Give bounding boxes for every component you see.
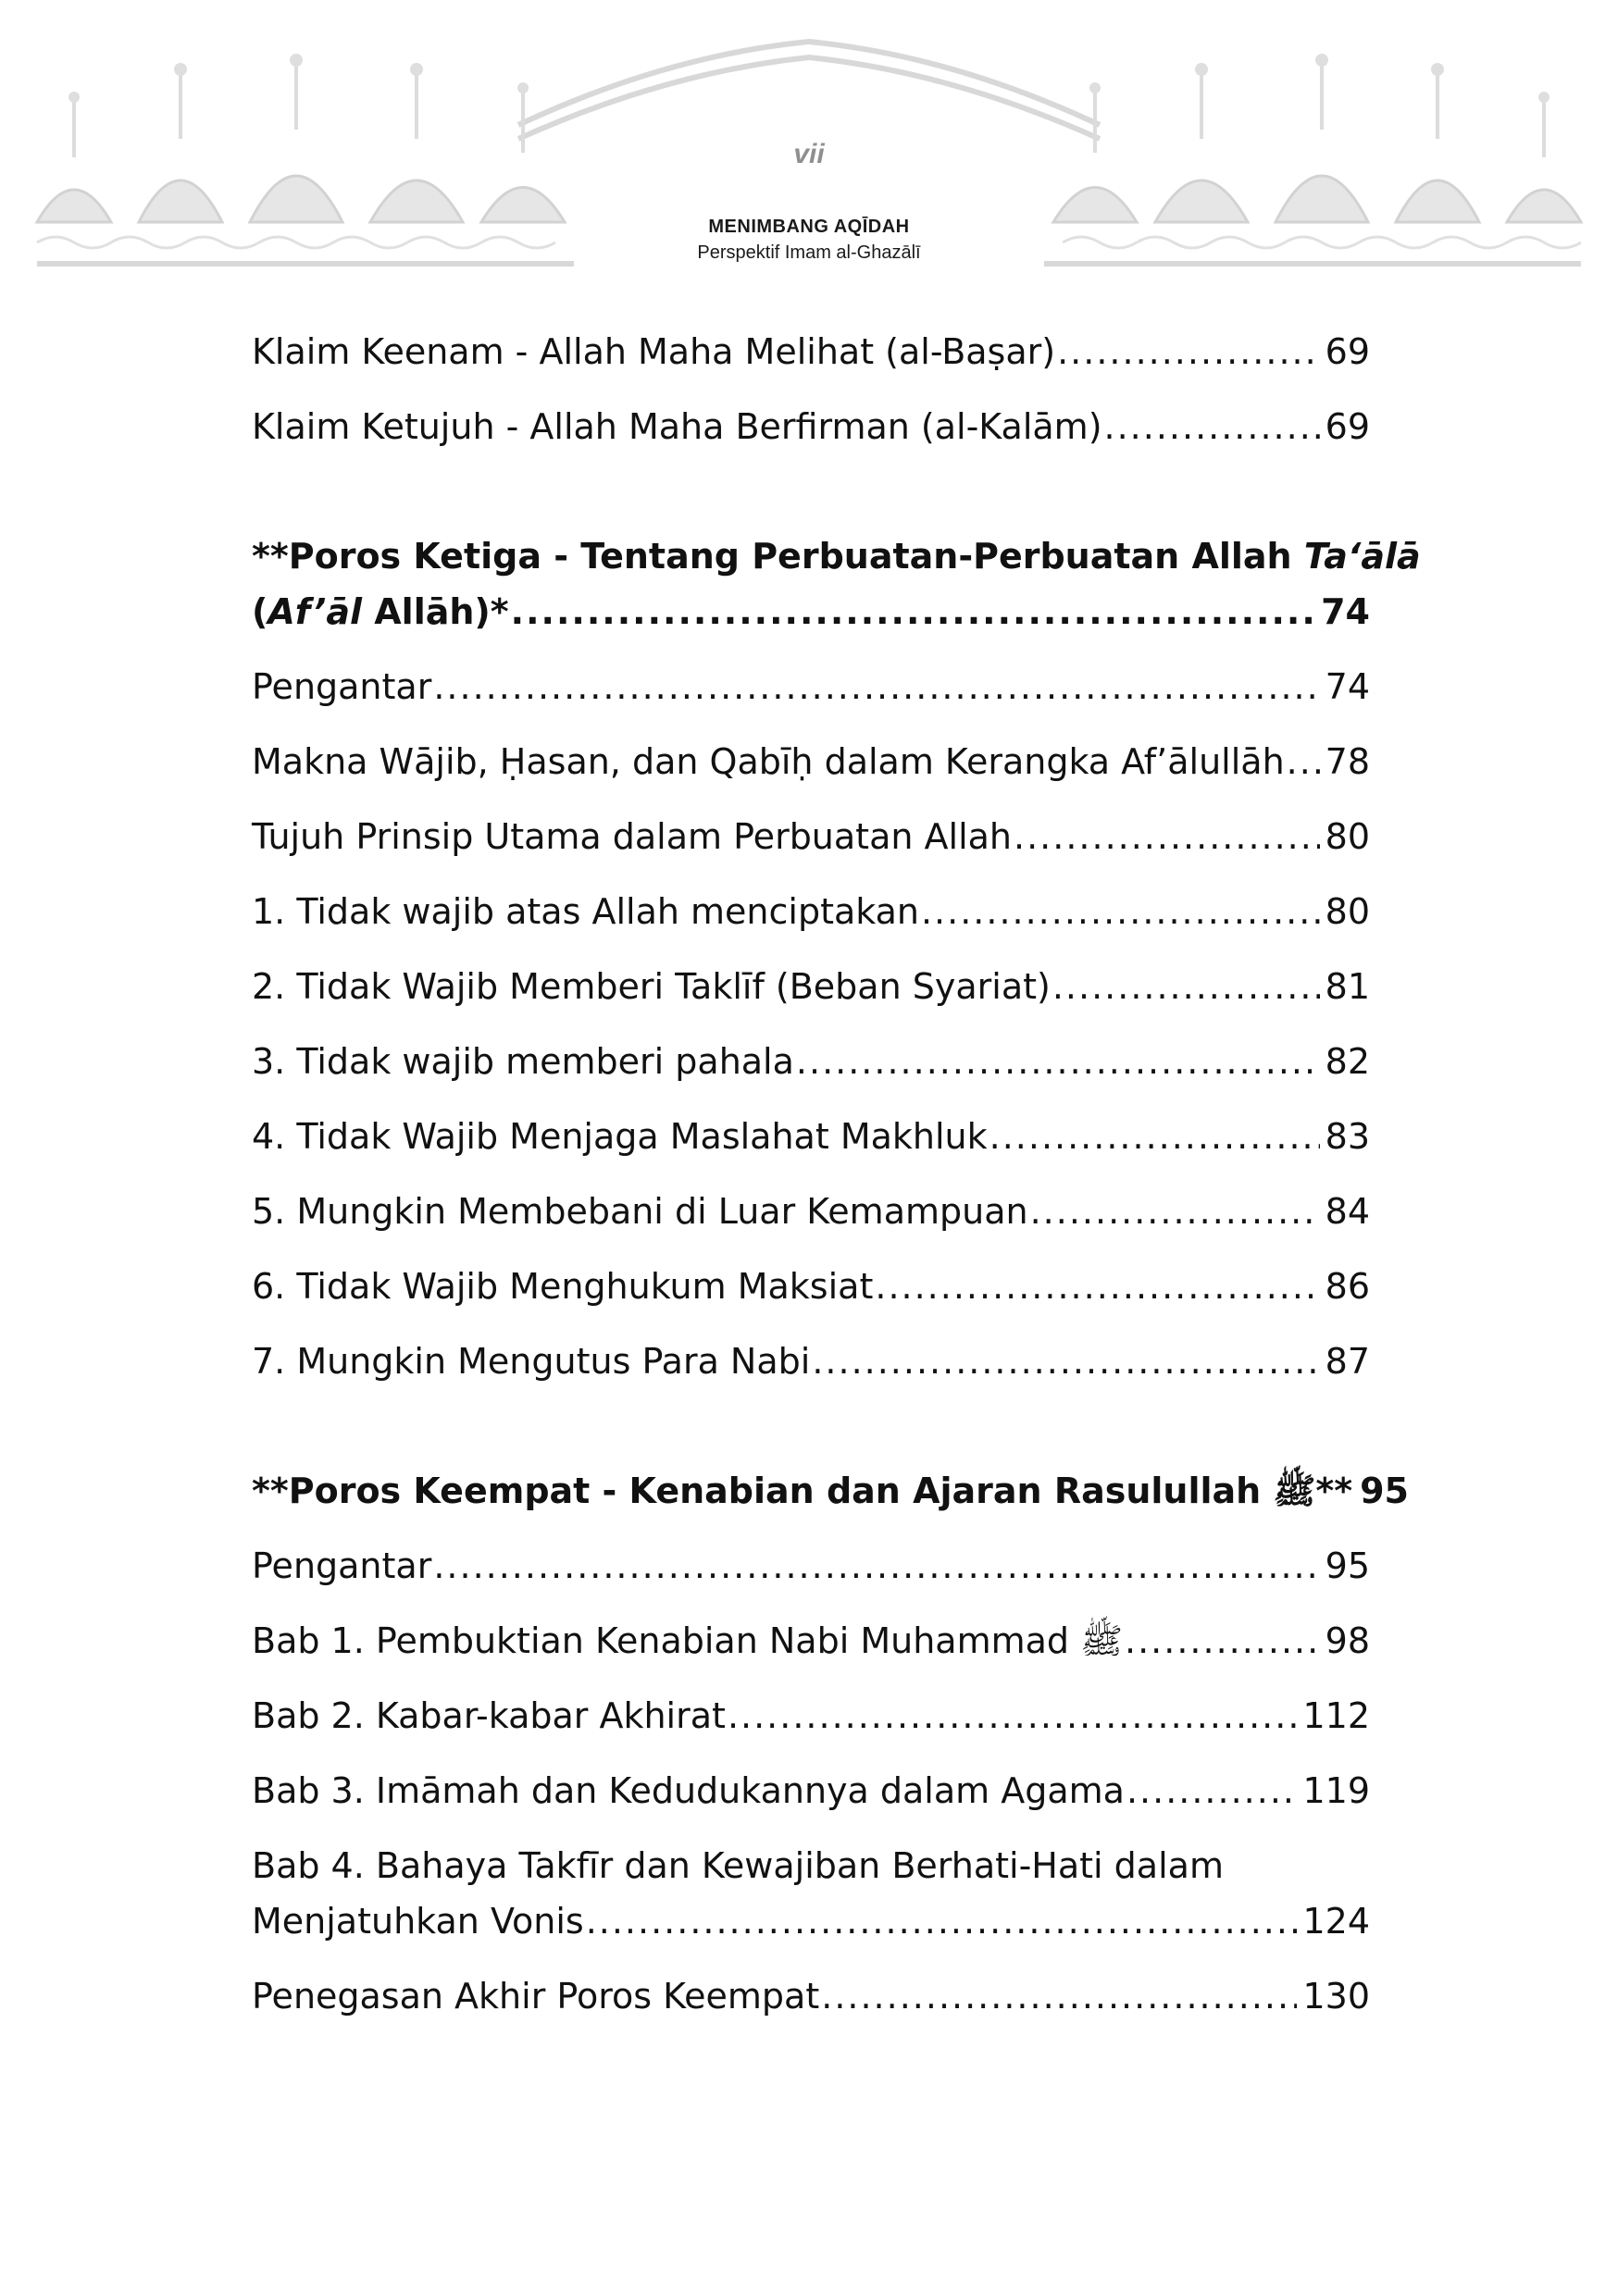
toc-entry-page: 119	[1302, 1770, 1370, 1811]
toc-entry-page: 95	[1325, 1545, 1370, 1586]
toc-entry-label: Makna Wājib, Ḥasan, dan Qabīḥ dalam Kerangka Af’ālullāh	[252, 741, 1285, 782]
dot-leader	[728, 1688, 1298, 1744]
section-heading-italic-text: Ta‘ālā	[1303, 536, 1421, 577]
toc-entry-label: **Poros Keempat - Kenabian dan Ajaran Rasulullah ﷺ**	[252, 1471, 1353, 1511]
toc-entry-page: 82	[1325, 1041, 1370, 1082]
toc-entry[interactable]	[252, 734, 1370, 789]
toc-entry-line-2	[252, 1893, 1370, 1949]
toc-entry[interactable]	[252, 884, 1370, 939]
toc-entry[interactable]	[252, 959, 1370, 1014]
toc-entry-page: 81	[1325, 966, 1370, 1007]
dot-leader	[1125, 1613, 1320, 1669]
toc-entry-label: Bab 2. Kabar-kabar Akhirat	[252, 1695, 726, 1736]
toc-entry-page: 87	[1325, 1341, 1370, 1382]
dot-leader	[1126, 1763, 1298, 1818]
toc-entry-label: Bab 1. Pembuktian Kenabian Nabi Muhammad ﷺ	[252, 1620, 1124, 1661]
toc-entry-page: 74	[1325, 666, 1370, 707]
dot-leader	[989, 1109, 1320, 1164]
toc-entry-label: 6. Tidak Wajib Menghukum Maksiat	[252, 1266, 874, 1307]
paren-open: (	[252, 591, 268, 632]
toc-section-heading-poros-ketiga[interactable]	[252, 528, 1421, 639]
toc-entry[interactable]	[252, 1613, 1370, 1669]
toc-entry[interactable]	[252, 659, 1370, 714]
dot-leader	[1030, 1184, 1320, 1239]
toc-entry-page: 112	[1302, 1695, 1370, 1736]
toc-entry-label-line-2: Menjatuhkan Vonis	[252, 1901, 584, 1942]
dot-leader	[1052, 959, 1320, 1014]
toc-entry-page: 80	[1325, 891, 1370, 932]
toc-entry-page: 95	[1360, 1471, 1409, 1511]
section-heading-text-3: Allāh)*	[362, 591, 509, 632]
dot-leader	[1104, 399, 1320, 454]
dot-leader	[433, 659, 1319, 714]
toc-entry-label: Tujuh Prinsip Utama dalam Perbuatan Allah	[252, 816, 1013, 857]
toc-entry[interactable]	[252, 399, 1370, 454]
toc-entry-label: 2. Tidak Wajib Memberi Taklīf (Beban Syariat)	[252, 966, 1051, 1007]
toc-entry-label: Klaim Keenam - Allah Maha Melihat (al-Baṣar)	[252, 331, 1056, 372]
dot-leader	[875, 1259, 1319, 1314]
toc-entry-label: 1. Tidak wajib atas Allah menciptakan	[252, 891, 919, 932]
toc-section-heading-poros-keempat[interactable]	[252, 1463, 1409, 1519]
dot-leader	[586, 1893, 1301, 1949]
toc-entry[interactable]	[252, 1968, 1370, 2024]
page-number: vii	[793, 139, 825, 169]
dot-leader	[812, 1334, 1319, 1389]
toc-entry[interactable]	[252, 1334, 1370, 1389]
dot-leader	[821, 1968, 1297, 2024]
toc-entry-page: 124	[1302, 1901, 1370, 1942]
toc-entry-label: 5. Mungkin Membebani di Luar Kemampuan	[252, 1191, 1028, 1232]
toc-entry-page: 69	[1325, 406, 1370, 447]
book-subtitle: Perspektif Imam al-Ghazālī	[697, 242, 921, 263]
toc-entry-page: 74	[1321, 591, 1370, 632]
toc-entry-page: 98	[1325, 1620, 1370, 1661]
toc-entry-bab-4[interactable]	[252, 1838, 1370, 1949]
toc-entry[interactable]	[252, 324, 1370, 379]
dot-leader	[433, 1538, 1319, 1594]
toc-entry-label: Bab 3. Imāmah dan Kedudukannya dalam Agama	[252, 1770, 1125, 1811]
toc-entry-label: 7. Mungkin Mengutus Para Nabi	[252, 1341, 811, 1382]
dot-leader	[1287, 734, 1320, 789]
section-heading-text-2	[252, 584, 509, 639]
toc-entry[interactable]	[252, 809, 1370, 864]
toc-entry-label: Klaim Ketujuh - Allah Maha Berfirman (al-Kalām)	[252, 406, 1102, 447]
toc-entry-page: 130	[1302, 1976, 1370, 2017]
section-heading-line-2	[252, 584, 1370, 639]
toc-entry[interactable]	[252, 1184, 1370, 1239]
toc-entry-page: 69	[1325, 331, 1370, 372]
dot-leader	[796, 1034, 1320, 1089]
toc-entry-page: 78	[1325, 741, 1370, 782]
dot-leader	[1014, 809, 1320, 864]
toc-entry[interactable]	[252, 1259, 1370, 1314]
toc-entry[interactable]	[252, 1034, 1370, 1089]
dot-leader	[921, 884, 1320, 939]
book-title: MENIMBANG AQĪDAH	[708, 217, 910, 237]
section-heading-italic-text-2: Af’āl	[268, 591, 363, 632]
toc-entry-label: 4. Tidak Wajib Menjaga Maslahat Makhluk	[252, 1116, 988, 1157]
table-of-contents	[252, 324, 1421, 2043]
toc-entry-page: 84	[1325, 1191, 1370, 1232]
toc-entry-label-line-1: Bab 4. Bahaya Takfīr dan Kewajiban Berhati-Hati dalam	[252, 1845, 1224, 1886]
toc-entry-label: 3. Tidak wajib memberi pahala	[252, 1041, 794, 1082]
toc-entry[interactable]	[252, 1688, 1370, 1744]
toc-entry-page: 80	[1325, 816, 1370, 857]
toc-entry[interactable]	[252, 1763, 1370, 1818]
dot-leader	[511, 584, 1319, 639]
toc-entry-page: 83	[1325, 1116, 1370, 1157]
page-header	[0, 0, 1618, 296]
toc-entry-page: 86	[1325, 1266, 1370, 1307]
toc-entry-label: Penegasan Akhir Poros Keempat	[252, 1976, 820, 2017]
toc-entry-label: Pengantar	[252, 666, 432, 707]
dot-leader	[1057, 324, 1320, 379]
toc-entry-label: Pengantar	[252, 1545, 432, 1586]
section-heading-line-1	[252, 528, 1421, 584]
toc-entry[interactable]	[252, 1109, 1370, 1164]
section-heading-text: **Poros Ketiga - Tentang Perbuatan-Perbuatan Allah	[252, 536, 1304, 577]
toc-entry[interactable]	[252, 1538, 1370, 1594]
